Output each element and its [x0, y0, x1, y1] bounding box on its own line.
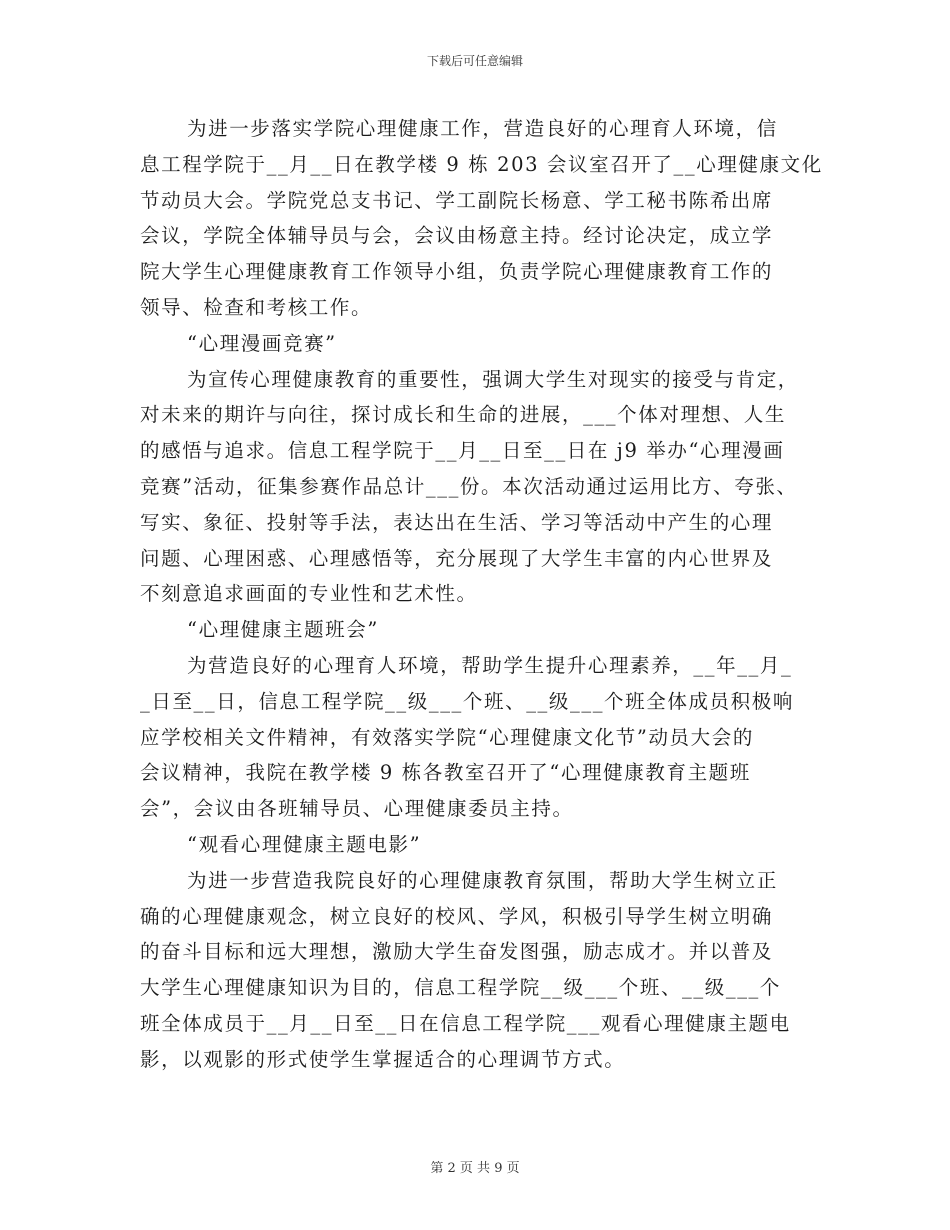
text-line: “观看心理健康主题电影”: [187, 832, 422, 856]
text-line: 为进一步落实学院心理健康工作，营造良好的心理育人环境，信: [187, 117, 778, 140]
text-line: 的奋斗目标和远大理想，激励大学生奋发图强，励志成才。并以普及: [140, 940, 774, 964]
text-line: “心理漫画竞赛”: [187, 331, 337, 355]
text-line: 问题、心理困惑、心理感悟等，充分展现了大学生丰富的内心世界及: [140, 546, 774, 570]
text-line: 应学校相关文件精神，有效落实学院“心理健康文化节”动员大会的: [140, 725, 754, 749]
text-line: 院大学生心理健康教育工作领导小组，负责学院心理健康教育工作的: [140, 260, 774, 284]
text-line: 不刻意追求画面的专业性和艺术性。: [140, 582, 478, 606]
text-line: 对未来的期许与向往，探讨成长和生命的进展，___个体对理想、人生: [140, 403, 786, 427]
page-footer: 第 2 页 共 9 页: [430, 1161, 520, 1176]
text-line: 会”，会议由各班辅导员、心理健康委员主持。: [140, 797, 574, 821]
text-line: 为营造良好的心理育人环境，帮助学生提升心理素养，__年__月_: [187, 653, 793, 677]
text-line: 影，以观影的形式使学生掌握适合的心理调节方式。: [140, 1047, 626, 1071]
text-line: 为宣传心理健康教育的重要性，强调大学生对现实的接受与肯定，: [187, 367, 799, 391]
text-line: 领导、检查和考核工作。: [140, 295, 373, 319]
text-line: 班全体成员于__月__日至__日在信息工程学院___观看心理健康主题电: [140, 1011, 791, 1035]
text-line: 会议精神，我院在教学楼 9 栋各教室召开了“心理健康教育主题班: [140, 761, 751, 785]
text-line: 息工程学院于__月__日在教学楼 9 栋 203 会议室召开了__心理健康文化: [140, 152, 823, 176]
document-body: [140, 111, 823, 1078]
text-line: _日至__日，信息工程学院__级___个班、__级___个班全体成员积极响: [140, 689, 794, 713]
text-line: 的感悟与追求。信息工程学院于__月__日至__日在 j9 举办“心理漫画: [140, 439, 785, 463]
text-line: 为进一步营造我院良好的心理健康教育氛围，帮助大学生树立正: [187, 868, 778, 892]
text-line: 大学生心理健康知识为目的，信息工程学院__级___个班、__级___个: [140, 976, 781, 1000]
text-line: 节动员大会。学院党总支书记、学工副院长杨意、学工秘书陈希出席: [140, 188, 774, 212]
text-line: 竞赛”活动，征集参赛作品总计___份。本次活动通过运用比方、夸张、: [140, 474, 798, 498]
text-line: 写实、象征、投射等手法，表达出在生活、学习等活动中产生的心理: [140, 510, 774, 534]
text-line: 会议，学院全体辅导员与会，会议由杨意主持。经讨论决定，成立学: [140, 224, 774, 248]
text-line: “心理健康主题班会”: [187, 618, 379, 642]
text-line: 确的心理健康观念，树立良好的校风、学风，积极引导学生树立明确: [140, 904, 774, 928]
page-header: 下载后可任意编辑: [426, 54, 523, 68]
